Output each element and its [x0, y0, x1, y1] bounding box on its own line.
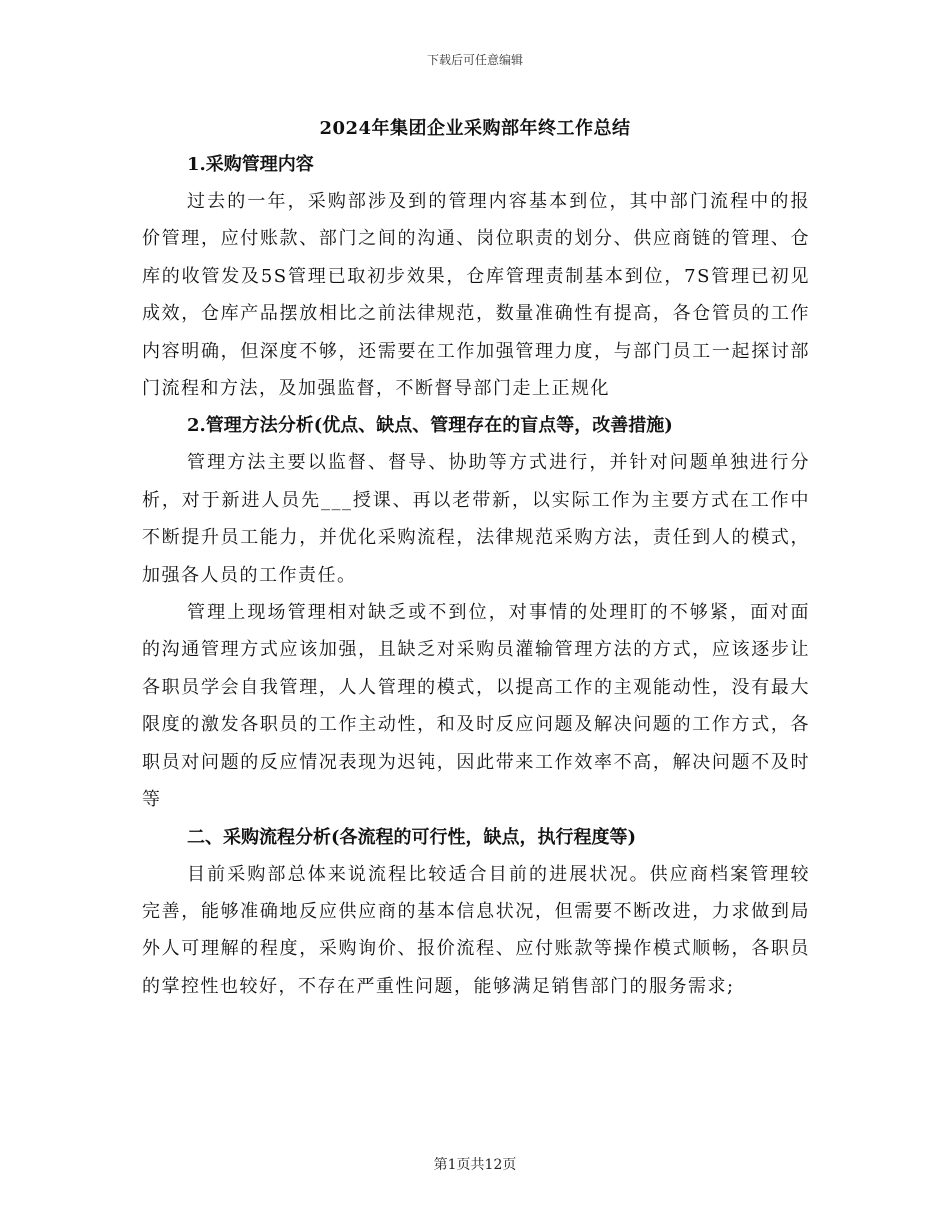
body-paragraph: 过去的一年，采购部涉及到的管理内容基本到位，其中部门流程中的报价管理，应付账款、部门之间的沟通、岗位职责的划分、供应商链的管理、仓库的收管发及5S管理已取初步效果，仓库管理责制基本到位，7S管理已初见成效，仓库产品摆放相比之前法律规范，数量准确性有提高，各仓管员的工作内容明确，但深度不够，还需要在工作加强管理力度，与部门员工一起探讨部门流程和方法，及加强监督，不断督导部门走上正规化 — [142, 191, 810, 400]
section-management-method-analysis — [142, 407, 810, 818]
document-body — [142, 146, 810, 1005]
body-paragraph: 目前采购部总体来说流程比较适合目前的进展状况。供应商档案管理较完善，能够准确地反应供应商的基本信息状况，但需要不断改进，力求做到局外人可理解的程度，采购询价、报价流程、应付账款等操作模式顺畅，各职员的掌控性也较好，不存在严重性问题，能够满足销售部门的服务需求; — [142, 863, 810, 997]
page-header: 下载后可任意编辑 — [426, 53, 523, 67]
body-paragraph: 管理方法主要以监督、督导、协助等方式进行，并针对问题单独进行分析，对于新进人员先___授课、再以老带新，以实际工作为主要方式在工作中不断提升员工能力，并优化采购流程，法律规范采购方法，责任到人的模式，加强各人员的工作责任。 — [142, 452, 810, 586]
section-purchasing-management — [142, 146, 810, 407]
page-number: 第1页共12页 — [433, 1157, 517, 1173]
section-heading: 1.采购管理内容 — [187, 154, 314, 175]
section-heading: 二、采购流程分析(各流程的可行性，缺点，执行程度等) — [187, 826, 637, 848]
document-title: 2024年集团企业采购部年终工作总结 — [319, 118, 631, 139]
section-process-analysis — [142, 819, 810, 1006]
section-heading: 2.管理方法分析(优点、缺点、管理存在的盲点等，改善措施) — [187, 415, 673, 437]
body-paragraph: 管理上现场管理相对缺乏或不到位，对事情的处理盯的不够紧，面对面的沟通管理方式应该加强，且缺乏对采购员灌输管理方法的方式，应该逐步让各职员学会自我管理，人人管理的模式，以提高工作的主观能动性，没有最大限度的激发各职员的工作主动性，和及时反应问题及解决问题的工作方式，各职员对问题的反应情况表现为迟钝，因此带来工作效率不高，解决问题不及时等 — [142, 602, 810, 811]
